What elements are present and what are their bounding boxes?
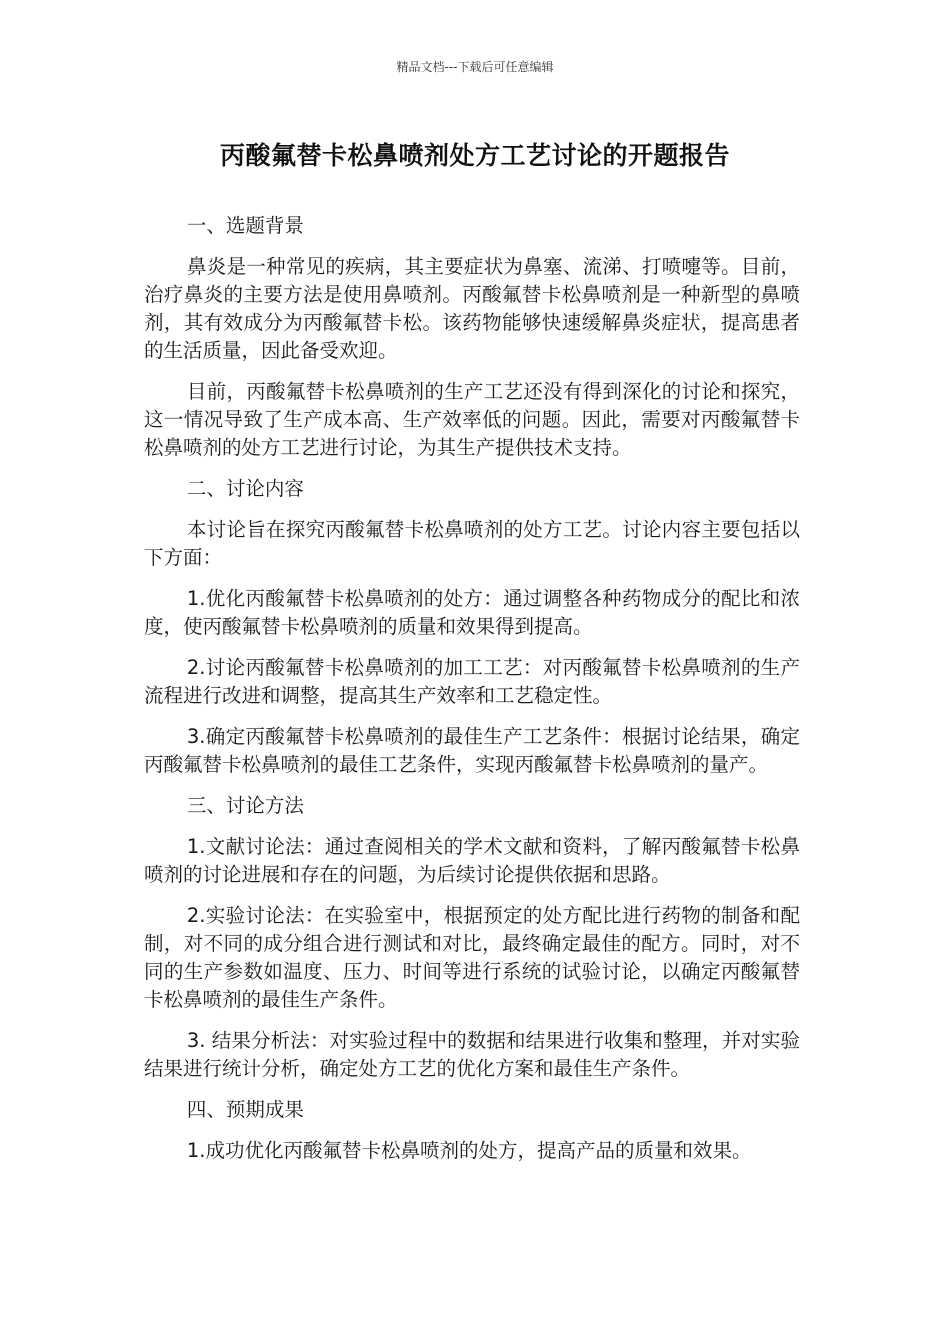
document-body <box>144 212 800 1178</box>
list-item: 2.实验讨论法：在实验室中，根据预定的处方配比进行药物的制备和配制，对不同的成分组合进行测试和对比，最终确定最佳的配方。同时，对不同的生产参数如温度、压力、时间等进行系统的试验讨论，以确定丙酸氟替卡松鼻喷剂的最佳生产条件。 <box>144 904 800 1011</box>
paragraph: 本讨论旨在探究丙酸氟替卡松鼻喷剂的处方工艺。讨论内容主要包括以下方面： <box>144 518 800 569</box>
paragraph: 鼻炎是一种常见的疾病，其主要症状为鼻塞、流涕、打喷嚏等。目前，治疗鼻炎的主要方法是使用鼻喷剂。丙酸氟替卡松鼻喷剂是一种新型的鼻喷剂，其有效成分为丙酸氟替卡松。该药物能够快速缓解鼻炎症状，提高患者的生活质量，因此备受欢迎。 <box>144 255 800 362</box>
list-item: 2.讨论丙酸氟替卡松鼻喷剂的加工工艺：对丙酸氟替卡松鼻喷剂的生产流程进行改进和调整，提高其生产效率和工艺稳定性。 <box>144 656 800 707</box>
list-item: 3. 结果分析法：对实验过程中的数据和结果进行收集和整理，并对实验结果进行统计分析，确定处方工艺的优化方案和最佳生产条件。 <box>144 1029 800 1080</box>
paragraph: 目前，丙酸氟替卡松鼻喷剂的生产工艺还没有得到深化的讨论和探究，这一情况导致了生产成本高、生产效率低的问题。因此，需要对丙酸氟替卡松鼻喷剂的处方工艺进行讨论，为其生产提供技术支持。 <box>144 380 800 459</box>
list-item: 1.优化丙酸氟替卡松鼻喷剂的处方：通过调整各种药物成分的配比和浓度，使丙酸氟替卡松鼻喷剂的质量和效果得到提高。 <box>144 587 800 638</box>
document-title: 丙酸氟替卡松鼻喷剂处方工艺讨论的开题报告 <box>219 141 730 170</box>
list-item: 3.确定丙酸氟替卡松鼻喷剂的最佳生产工艺条件：根据讨论结果，确定丙酸氟替卡松鼻喷剂的最佳工艺条件，实现丙酸氟替卡松鼻喷剂的量产。 <box>144 725 800 776</box>
section-heading-expected-results: 四、预期成果 <box>186 1098 304 1121</box>
list-item: 1.文献讨论法：通过查阅相关的学术文献和资料，了解丙酸氟替卡松鼻喷剂的讨论进展和存在的问题，为后续讨论提供依据和思路。 <box>144 835 800 886</box>
header-note: 精品文档---下载后可任意编辑 <box>396 60 554 74</box>
section-heading-background: 一、选题背景 <box>186 214 304 237</box>
list-item: 1.成功优化丙酸氟替卡松鼻喷剂的处方，提高产品的质量和效果。 <box>186 1139 752 1162</box>
section-heading-methods: 三、讨论方法 <box>186 794 304 817</box>
section-heading-content: 二、讨论内容 <box>186 477 304 500</box>
